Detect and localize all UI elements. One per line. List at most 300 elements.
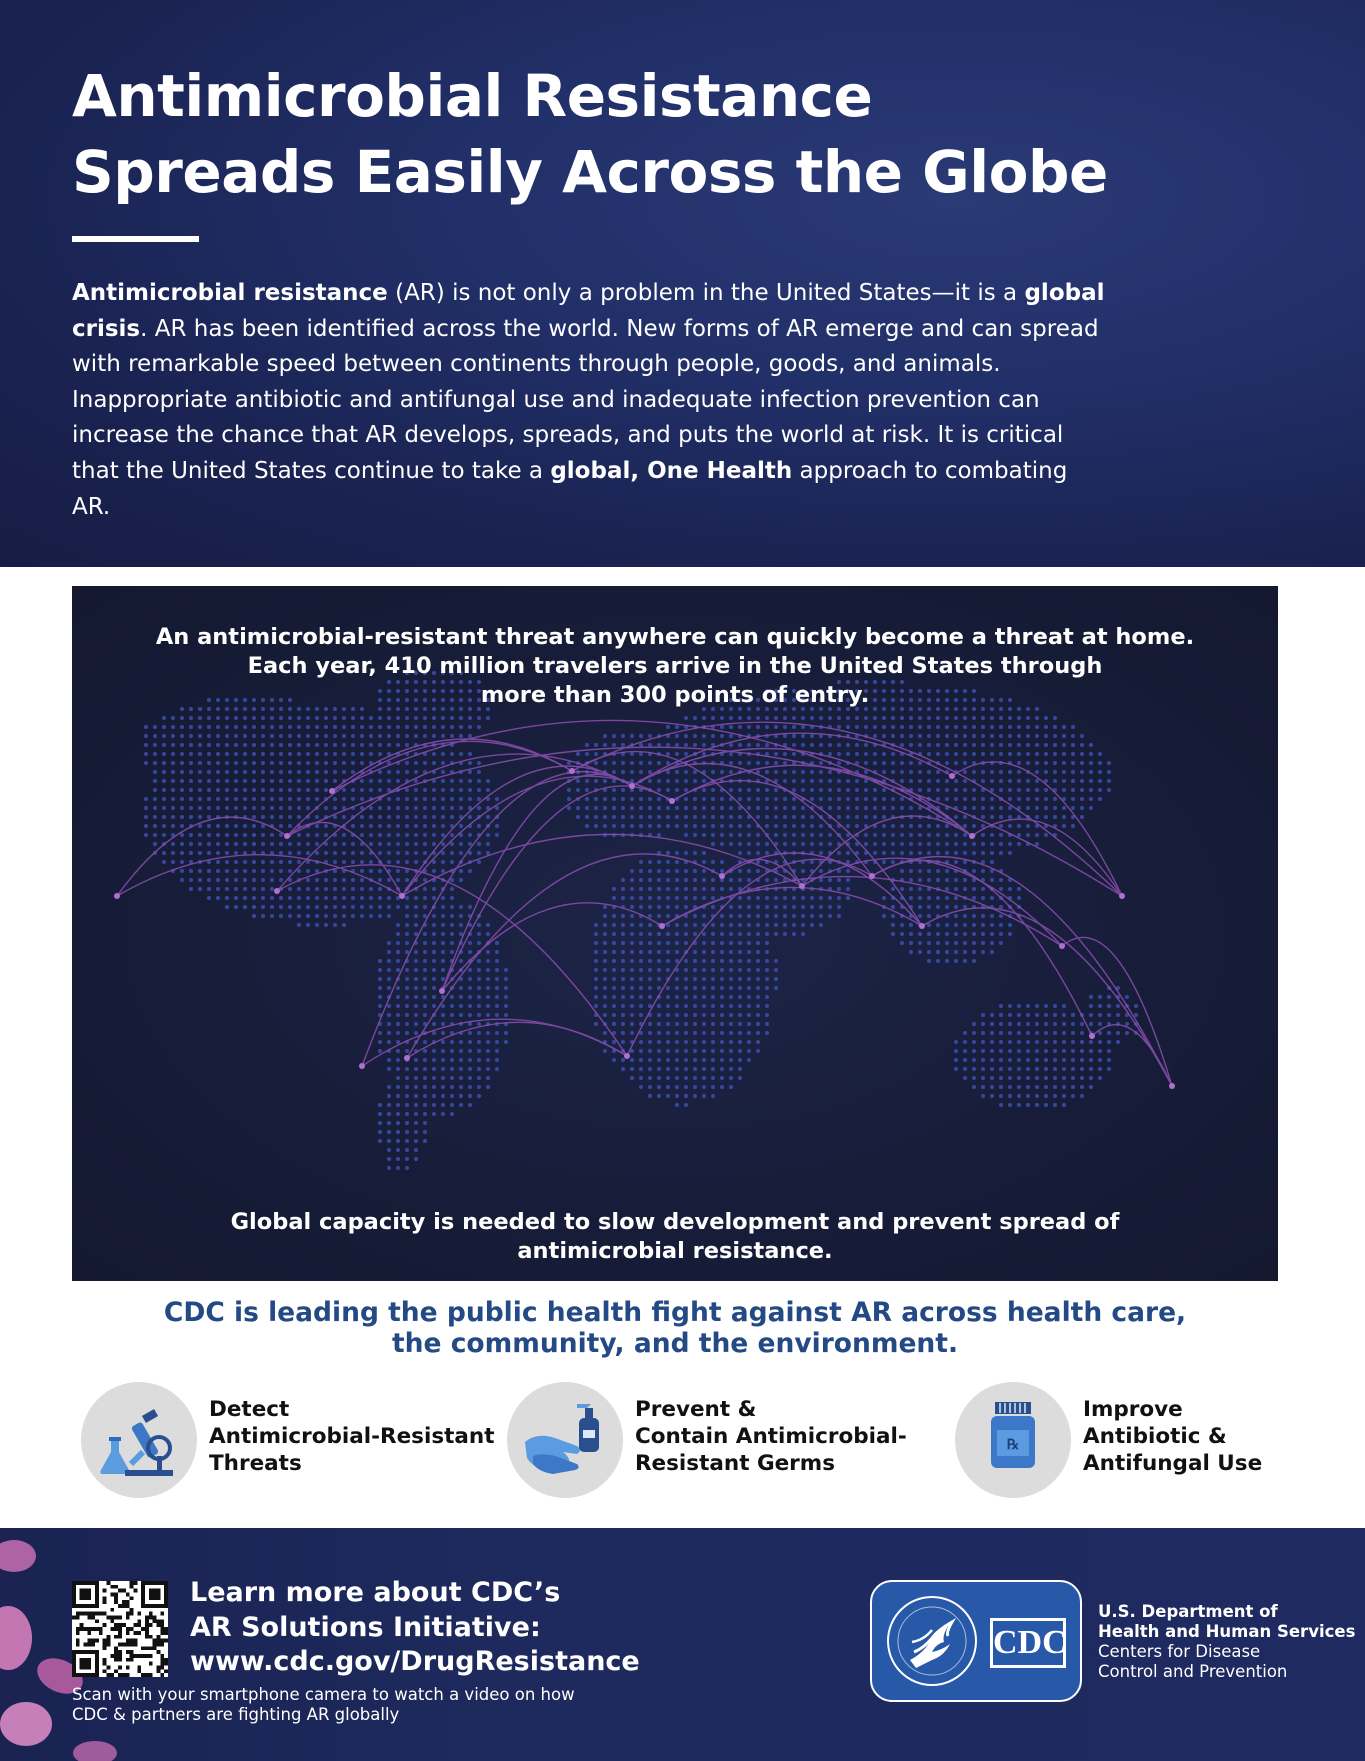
map-dot bbox=[963, 878, 967, 882]
map-dot bbox=[999, 788, 1003, 792]
qr-module bbox=[114, 1646, 118, 1650]
map-dot bbox=[981, 932, 985, 936]
map-dot bbox=[693, 950, 697, 954]
map-dot bbox=[927, 869, 931, 873]
map-dot bbox=[738, 896, 742, 900]
map-dot bbox=[738, 869, 742, 873]
qr-module bbox=[87, 1616, 91, 1620]
map-dot bbox=[756, 1040, 760, 1044]
map-dot bbox=[765, 1004, 769, 1008]
map-dot bbox=[639, 761, 643, 765]
map-dot bbox=[639, 896, 643, 900]
map-dot bbox=[1026, 1049, 1030, 1053]
qr-module bbox=[145, 1673, 149, 1677]
map-dot bbox=[927, 716, 931, 720]
map-dot bbox=[990, 851, 994, 855]
map-dot bbox=[261, 887, 265, 891]
map-dot bbox=[144, 734, 148, 738]
map-dot bbox=[990, 878, 994, 882]
map-dot bbox=[684, 1076, 688, 1080]
map-dot bbox=[162, 734, 166, 738]
map-dot bbox=[252, 743, 256, 747]
map-dot bbox=[378, 869, 382, 873]
map-dot bbox=[351, 734, 355, 738]
map-dot bbox=[639, 806, 643, 810]
qr-module bbox=[156, 1669, 160, 1673]
qr-module bbox=[72, 1658, 76, 1662]
qr-module bbox=[126, 1604, 130, 1608]
map-dot bbox=[378, 734, 382, 738]
map-dot bbox=[279, 806, 283, 810]
map-dot bbox=[675, 770, 679, 774]
map-dot bbox=[666, 1004, 670, 1008]
map-dot bbox=[999, 842, 1003, 846]
map-dot bbox=[1071, 770, 1075, 774]
map-dot bbox=[369, 734, 373, 738]
qr-module bbox=[126, 1627, 130, 1631]
map-dot bbox=[648, 869, 652, 873]
map-dot bbox=[738, 878, 742, 882]
map-dot bbox=[612, 1013, 616, 1017]
map-dot bbox=[450, 914, 454, 918]
map-dot bbox=[396, 1085, 400, 1089]
map-hub bbox=[624, 1053, 630, 1059]
map-dot bbox=[414, 842, 418, 846]
map-dot bbox=[1071, 761, 1075, 765]
map-dot bbox=[630, 995, 634, 999]
map-dot bbox=[846, 716, 850, 720]
map-dot bbox=[261, 896, 265, 900]
map-dot bbox=[243, 860, 247, 864]
map-caption-bottom bbox=[132, 1208, 1218, 1266]
map-dot bbox=[207, 743, 211, 747]
map-dot bbox=[837, 779, 841, 783]
map-dot bbox=[684, 932, 688, 936]
map-dot bbox=[657, 1022, 661, 1026]
map-dot bbox=[972, 752, 976, 756]
map-dot bbox=[432, 1049, 436, 1053]
map-dot bbox=[990, 1049, 994, 1053]
hhs-line-4: Control and Prevention bbox=[1098, 1662, 1288, 1681]
map-dot bbox=[729, 1076, 733, 1080]
qr-module bbox=[72, 1662, 76, 1666]
map-dot bbox=[423, 1040, 427, 1044]
map-dot bbox=[1044, 1058, 1048, 1062]
map-dot bbox=[441, 770, 445, 774]
qr-module bbox=[153, 1581, 157, 1585]
map-dot bbox=[1008, 1058, 1012, 1062]
map-dot bbox=[306, 788, 310, 792]
map-dot bbox=[216, 725, 220, 729]
map-dot bbox=[936, 779, 940, 783]
map-dot bbox=[423, 1139, 427, 1143]
map-dot bbox=[432, 1004, 436, 1008]
map-dot bbox=[657, 869, 661, 873]
map-dot bbox=[423, 914, 427, 918]
map-dot bbox=[225, 725, 229, 729]
map-dot bbox=[873, 752, 877, 756]
map-dot bbox=[1008, 734, 1012, 738]
map-dot bbox=[819, 842, 823, 846]
map-dot bbox=[432, 896, 436, 900]
map-dot bbox=[1098, 761, 1102, 765]
map-dot bbox=[1026, 1103, 1030, 1107]
intro-bold-one-health: global, One Health bbox=[550, 457, 793, 484]
qr-module bbox=[114, 1658, 118, 1662]
map-dot bbox=[837, 761, 841, 765]
map-route bbox=[872, 860, 1092, 1036]
lead-line-1: CDC is leading the public health fight against AR across health care, bbox=[163, 1297, 1187, 1328]
qr-module bbox=[153, 1646, 157, 1650]
map-dot bbox=[972, 887, 976, 891]
map-dot bbox=[774, 878, 778, 882]
map-dot bbox=[405, 734, 409, 738]
map-dot bbox=[396, 878, 400, 882]
map-dot bbox=[387, 734, 391, 738]
map-dot bbox=[351, 887, 355, 891]
map-dot bbox=[630, 923, 634, 927]
map-dot bbox=[171, 815, 175, 819]
qr-module bbox=[84, 1604, 88, 1608]
map-dot bbox=[954, 842, 958, 846]
map-dot bbox=[675, 851, 679, 855]
map-dot bbox=[333, 860, 337, 864]
map-dot bbox=[747, 905, 751, 909]
map-dot bbox=[1080, 752, 1084, 756]
map-dot bbox=[1071, 1067, 1075, 1071]
map-dot bbox=[648, 959, 652, 963]
map-dot bbox=[738, 950, 742, 954]
map-dot bbox=[693, 995, 697, 999]
map-dot bbox=[927, 833, 931, 837]
map-dot bbox=[153, 779, 157, 783]
map-dot bbox=[945, 788, 949, 792]
map-dot bbox=[954, 833, 958, 837]
qr-module bbox=[122, 1589, 126, 1593]
map-dot bbox=[378, 995, 382, 999]
map-dot bbox=[909, 851, 913, 855]
map-dot bbox=[603, 959, 607, 963]
map-dot bbox=[405, 1112, 409, 1116]
map-dot bbox=[477, 1076, 481, 1080]
qr-module bbox=[137, 1669, 141, 1673]
map-dot bbox=[999, 914, 1003, 918]
map-dot bbox=[1008, 1103, 1012, 1107]
map-dot bbox=[612, 770, 616, 774]
map-dot bbox=[702, 743, 706, 747]
map-dot bbox=[954, 1058, 958, 1062]
map-dot bbox=[450, 833, 454, 837]
map-dot bbox=[288, 851, 292, 855]
map-dot bbox=[981, 887, 985, 891]
qr-module bbox=[103, 1662, 107, 1666]
qr-module bbox=[160, 1658, 164, 1662]
map-dot bbox=[216, 734, 220, 738]
map-dot bbox=[234, 887, 238, 891]
qr-module bbox=[87, 1673, 91, 1677]
map-dot bbox=[315, 788, 319, 792]
map-dot bbox=[792, 833, 796, 837]
map-dot bbox=[189, 734, 193, 738]
map-dot bbox=[774, 833, 778, 837]
map-dot bbox=[468, 779, 472, 783]
map-dot bbox=[405, 1157, 409, 1161]
map-dot bbox=[477, 797, 481, 801]
map-dot bbox=[684, 1103, 688, 1107]
map-dot bbox=[477, 1004, 481, 1008]
map-dot bbox=[144, 752, 148, 756]
map-dot bbox=[387, 860, 391, 864]
qr-module bbox=[126, 1642, 130, 1646]
map-dot bbox=[918, 842, 922, 846]
map-dot bbox=[279, 761, 283, 765]
map-dot bbox=[441, 1112, 445, 1116]
qr-module bbox=[114, 1669, 118, 1673]
qr-module bbox=[164, 1589, 168, 1593]
qr-module bbox=[118, 1658, 122, 1662]
map-dot bbox=[1080, 1031, 1084, 1035]
qr-module bbox=[103, 1623, 107, 1627]
map-dot bbox=[198, 734, 202, 738]
map-dot bbox=[810, 923, 814, 927]
map-dot bbox=[243, 743, 247, 747]
map-dot bbox=[477, 788, 481, 792]
map-dot bbox=[603, 932, 607, 936]
map-dot bbox=[396, 1148, 400, 1152]
map-dot bbox=[270, 842, 274, 846]
map-dot bbox=[450, 779, 454, 783]
map-dot bbox=[261, 761, 265, 765]
map-dot bbox=[666, 1094, 670, 1098]
intro-paragraph bbox=[72, 276, 1112, 525]
map-dot bbox=[945, 761, 949, 765]
map-dot bbox=[720, 1085, 724, 1089]
map-dot bbox=[648, 923, 652, 927]
map-dot bbox=[936, 941, 940, 945]
map-dot bbox=[369, 833, 373, 837]
qr-module bbox=[130, 1581, 134, 1585]
map-dot bbox=[801, 716, 805, 720]
map-dot bbox=[639, 932, 643, 936]
map-route bbox=[407, 1022, 627, 1058]
map-dot bbox=[819, 797, 823, 801]
learn-more-link[interactable]: www.cdc.gov/DrugResistance bbox=[190, 1646, 640, 1677]
map-dot bbox=[801, 725, 805, 729]
map-dot bbox=[711, 1085, 715, 1089]
map-dot bbox=[945, 851, 949, 855]
qr-module bbox=[160, 1639, 164, 1643]
map-dot bbox=[1062, 806, 1066, 810]
map-dot bbox=[711, 1058, 715, 1062]
map-dot bbox=[630, 986, 634, 990]
map-dot bbox=[783, 824, 787, 828]
map-dot bbox=[801, 743, 805, 747]
map-dot bbox=[351, 878, 355, 882]
map-dot bbox=[306, 797, 310, 801]
map-dot bbox=[207, 878, 211, 882]
map-dot bbox=[450, 923, 454, 927]
map-dot bbox=[306, 860, 310, 864]
map-dot bbox=[477, 770, 481, 774]
map-dot bbox=[603, 941, 607, 945]
map-dot bbox=[747, 833, 751, 837]
map-dot bbox=[1035, 1094, 1039, 1098]
map-dot bbox=[423, 1004, 427, 1008]
map-dot bbox=[639, 1067, 643, 1071]
map-dot bbox=[468, 1058, 472, 1062]
map-dot bbox=[612, 995, 616, 999]
learn-line-1: Learn more about CDC’s bbox=[190, 1577, 561, 1608]
map-dot bbox=[702, 788, 706, 792]
map-dot bbox=[387, 1103, 391, 1107]
map-dot bbox=[1089, 797, 1093, 801]
map-dot bbox=[603, 1013, 607, 1017]
map-dot bbox=[972, 788, 976, 792]
map-dot bbox=[243, 878, 247, 882]
map-dot bbox=[1080, 815, 1084, 819]
map-dot bbox=[207, 725, 211, 729]
map-dot bbox=[909, 770, 913, 774]
map-dot bbox=[567, 788, 571, 792]
qr-module bbox=[126, 1616, 130, 1620]
map-dot bbox=[450, 716, 454, 720]
map-dot bbox=[1071, 1040, 1075, 1044]
map-dot bbox=[432, 1094, 436, 1098]
map-dot bbox=[324, 752, 328, 756]
map-dot bbox=[612, 788, 616, 792]
qr-module bbox=[130, 1658, 134, 1662]
map-dot bbox=[594, 806, 598, 810]
map-dot bbox=[1017, 788, 1021, 792]
map-dot bbox=[945, 878, 949, 882]
map-dot bbox=[1035, 1076, 1039, 1080]
map-dot bbox=[1089, 1085, 1093, 1089]
map-hub bbox=[659, 923, 665, 929]
map-dot bbox=[423, 878, 427, 882]
map-dot bbox=[954, 878, 958, 882]
map-dot bbox=[396, 1022, 400, 1026]
map-hub bbox=[1119, 893, 1125, 899]
map-dot bbox=[909, 716, 913, 720]
map-dot bbox=[918, 788, 922, 792]
map-dot bbox=[504, 968, 508, 972]
qr-code[interactable] bbox=[72, 1581, 168, 1677]
map-dot bbox=[594, 824, 598, 828]
map-dot bbox=[864, 833, 868, 837]
map-dot bbox=[387, 1031, 391, 1035]
map-dot bbox=[612, 959, 616, 963]
map-dot bbox=[360, 779, 364, 783]
map-dot bbox=[207, 734, 211, 738]
map-route bbox=[632, 733, 952, 786]
map-dot bbox=[675, 941, 679, 945]
map-dot bbox=[414, 1103, 418, 1107]
map-dot bbox=[162, 743, 166, 747]
map-dot bbox=[603, 815, 607, 819]
map-dot bbox=[162, 770, 166, 774]
qr-module bbox=[149, 1635, 153, 1639]
qr-module bbox=[95, 1612, 99, 1616]
map-dot bbox=[756, 761, 760, 765]
map-dot bbox=[1053, 716, 1057, 720]
map-dot bbox=[909, 941, 913, 945]
map-dot bbox=[927, 824, 931, 828]
map-dot bbox=[441, 788, 445, 792]
map-dot bbox=[279, 896, 283, 900]
map-dot bbox=[648, 968, 652, 972]
map-dot bbox=[306, 734, 310, 738]
map-dot bbox=[684, 905, 688, 909]
map-route bbox=[362, 772, 632, 1066]
map-dot bbox=[1116, 1004, 1120, 1008]
map-dot bbox=[711, 1031, 715, 1035]
qr-module bbox=[126, 1631, 130, 1635]
map-dot bbox=[837, 878, 841, 882]
map-dot bbox=[450, 815, 454, 819]
map-dot bbox=[180, 878, 184, 882]
map-dot bbox=[972, 806, 976, 810]
map-dot bbox=[378, 842, 382, 846]
map-dot bbox=[486, 995, 490, 999]
map-dot bbox=[468, 1085, 472, 1089]
map-dot bbox=[279, 905, 283, 909]
map-dot bbox=[621, 941, 625, 945]
map-dot bbox=[630, 815, 634, 819]
map-dot bbox=[918, 734, 922, 738]
map-dot bbox=[306, 752, 310, 756]
map-dot bbox=[1044, 1076, 1048, 1080]
map-dot bbox=[639, 887, 643, 891]
map-dot bbox=[1044, 761, 1048, 765]
map-dot bbox=[198, 851, 202, 855]
map-dot bbox=[468, 1031, 472, 1035]
map-dot bbox=[666, 896, 670, 900]
map-dot bbox=[387, 1040, 391, 1044]
map-dot bbox=[720, 824, 724, 828]
map-dot bbox=[981, 1022, 985, 1026]
map-dot bbox=[279, 797, 283, 801]
map-dot bbox=[414, 734, 418, 738]
map-dot bbox=[216, 860, 220, 864]
map-dot bbox=[432, 923, 436, 927]
map-dot bbox=[1062, 824, 1066, 828]
map-dot bbox=[999, 734, 1003, 738]
map-dot bbox=[288, 905, 292, 909]
map-dot bbox=[747, 977, 751, 981]
map-dot bbox=[1017, 797, 1021, 801]
map-dot bbox=[396, 1157, 400, 1161]
map-dot bbox=[729, 752, 733, 756]
map-dot bbox=[981, 1058, 985, 1062]
map-dot bbox=[648, 914, 652, 918]
map-dot bbox=[1035, 734, 1039, 738]
qr-module bbox=[126, 1665, 130, 1669]
map-dot bbox=[450, 950, 454, 954]
map-dot bbox=[261, 743, 265, 747]
map-dot bbox=[756, 1022, 760, 1026]
map-dot bbox=[612, 1040, 616, 1044]
map-dot bbox=[1089, 1049, 1093, 1053]
map-dot bbox=[270, 716, 274, 720]
qr-module bbox=[87, 1581, 91, 1585]
map-dot bbox=[1035, 761, 1039, 765]
map-dot bbox=[738, 1013, 742, 1017]
action-improve-label bbox=[1083, 1396, 1365, 1477]
qr-module bbox=[141, 1654, 145, 1658]
map-dot bbox=[225, 851, 229, 855]
map-dot bbox=[576, 779, 580, 783]
map-dot bbox=[1098, 1022, 1102, 1026]
